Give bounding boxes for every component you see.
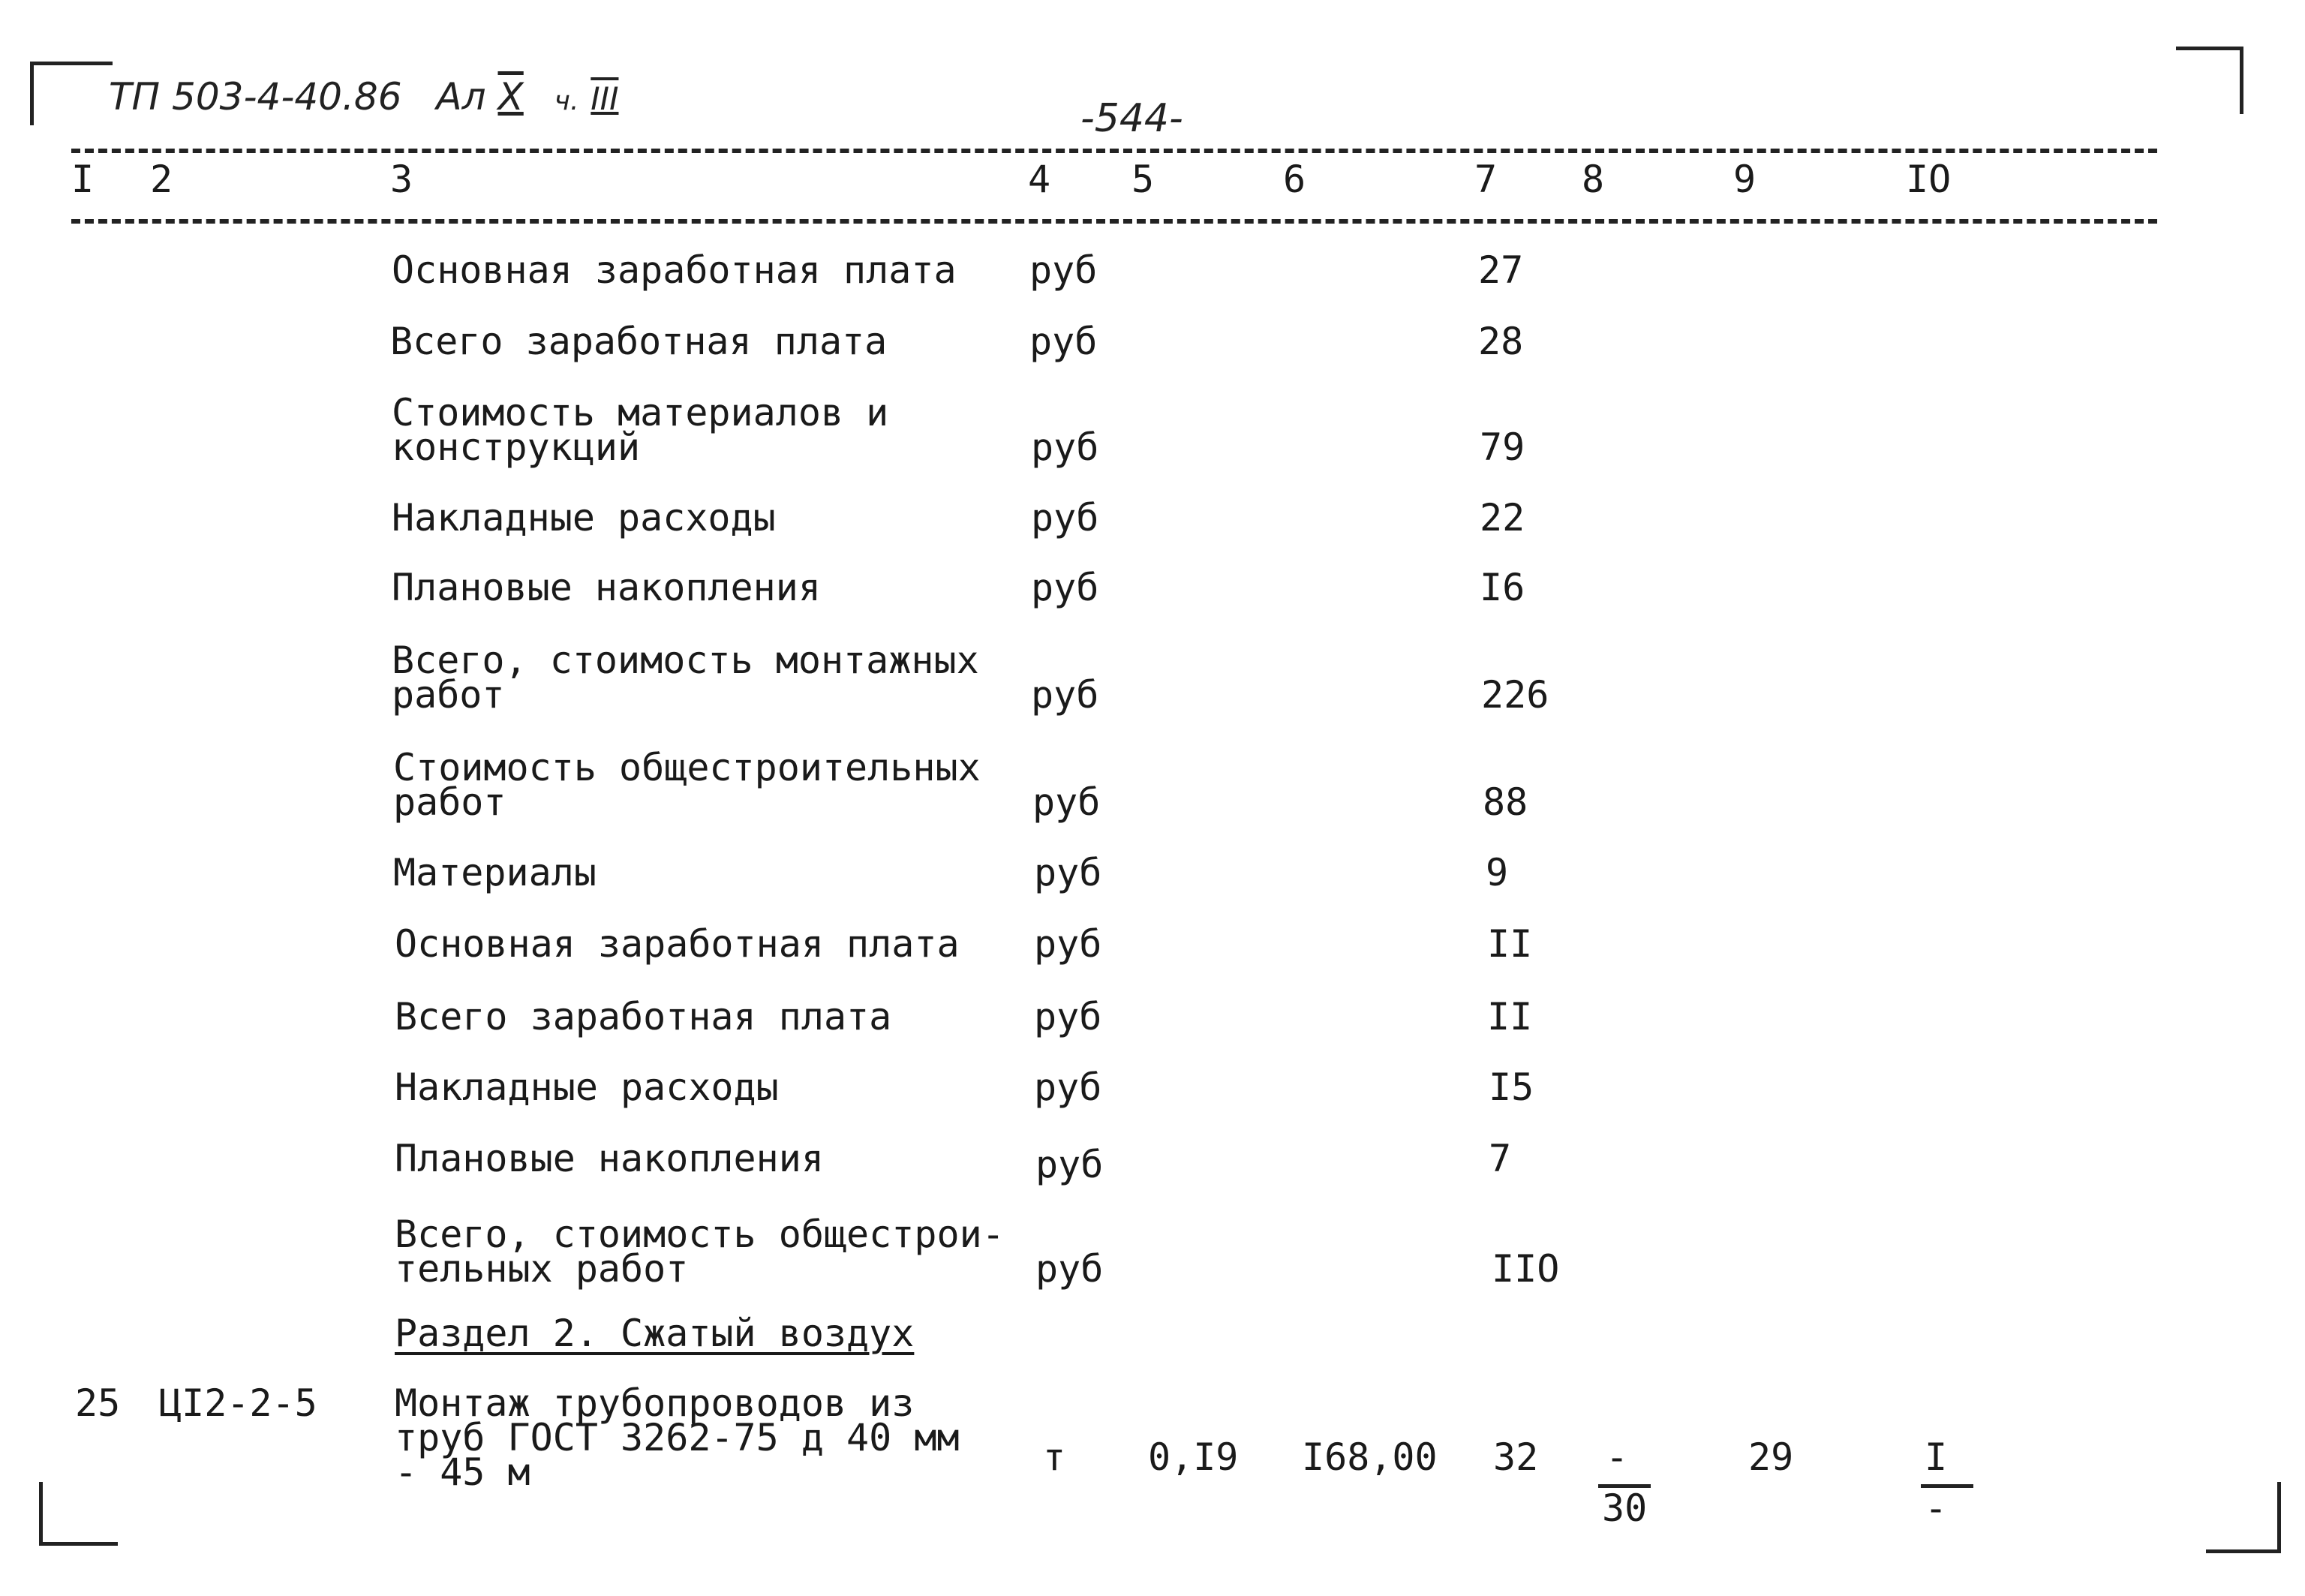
row-name-continued: тельных работ [395, 1247, 689, 1291]
col-header-10: IO [1906, 158, 1952, 201]
header-rule-bottom [71, 219, 2157, 224]
item-unit: т [1043, 1435, 1066, 1479]
part-number: III [591, 80, 619, 117]
row-name: Всего заработная плата [390, 320, 888, 363]
row-unit: руб [1032, 780, 1101, 824]
row-name: Плановые накопления [395, 1137, 824, 1180]
corner-mark-top-left [30, 62, 113, 125]
col-header-5: 5 [1131, 158, 1155, 201]
col-header-7: 7 [1474, 158, 1498, 201]
row-name: Всего заработная плата [395, 995, 892, 1038]
row-name: Материалы [393, 851, 597, 894]
row-value: II [1487, 922, 1533, 966]
col-header-1: I [71, 158, 95, 201]
row-unit: руб [1031, 425, 1099, 469]
row-unit: руб [1031, 496, 1099, 540]
row-value: 226 [1481, 673, 1549, 717]
col10-fraction-bar [1921, 1484, 1973, 1488]
row-value: 7 [1489, 1137, 1512, 1180]
corner-mark-top-right [2176, 47, 2243, 114]
column-headers [0, 158, 2305, 206]
doc-code: ТП 503-4-40.86 [109, 75, 402, 119]
row-unit: руб [1034, 922, 1102, 966]
row-unit: руб [1035, 1143, 1104, 1186]
row-name: Накладные расходы [392, 496, 776, 540]
col-header-6: 6 [1283, 158, 1306, 201]
item-col9: 29 [1748, 1435, 1794, 1479]
header-rule-top [71, 149, 2157, 153]
row-unit: руб [1031, 673, 1099, 717]
item-col8-bottom: 30 [1602, 1486, 1648, 1530]
section-heading: Раздел 2. Сжатый воздух [395, 1312, 915, 1355]
item-number: 25 [75, 1381, 121, 1425]
row-value: IIO [1492, 1247, 1560, 1291]
row-value: 9 [1486, 851, 1509, 894]
item-col8-top: - [1606, 1435, 1629, 1479]
row-name: Основная заработная плата [395, 922, 960, 966]
row-name-continued: работ [393, 780, 506, 824]
row-name: Стоимость материалов и [392, 391, 889, 434]
col-header-4: 4 [1028, 158, 1051, 201]
item-col7: 32 [1493, 1435, 1539, 1479]
item-row [0, 1381, 2305, 1530]
item-description-line2: труб ГОСТ 3262-75 д 40 мм [395, 1416, 960, 1459]
row-value: I5 [1489, 1066, 1534, 1109]
row-name: Плановые накопления [392, 566, 821, 609]
row-name: Накладные расходы [395, 1066, 779, 1109]
row-name: Всего, стоимость монтажных [392, 639, 979, 682]
row-name-continued: конструкций [392, 425, 641, 469]
col-header-2: 2 [150, 158, 173, 201]
row-value: 27 [1478, 248, 1524, 292]
col-header-3: 3 [390, 158, 413, 201]
row-unit: руб [1034, 851, 1102, 894]
item-col10-bottom: - [1925, 1486, 1948, 1530]
item-unit-price: I68,00 [1302, 1435, 1438, 1479]
row-name: Основная заработная плата [392, 248, 957, 292]
part-label: ч. [554, 86, 579, 116]
col-header-8: 8 [1582, 158, 1605, 201]
row-value: 28 [1478, 320, 1524, 363]
page-number: -544- [1080, 96, 1183, 141]
row-name: Всего, стоимость общестрои- [395, 1213, 1005, 1256]
album-label: Ал [436, 75, 486, 119]
album-number: X [497, 75, 524, 119]
row-unit: руб [1029, 248, 1098, 292]
item-code: ЦI2-2-5 [159, 1381, 317, 1425]
row-value: I6 [1480, 566, 1525, 609]
document-header [109, 75, 618, 119]
row-unit: руб [1031, 566, 1099, 609]
item-quantity: 0,I9 [1148, 1435, 1239, 1479]
col8-fraction-bar [1598, 1484, 1651, 1488]
row-name-continued: работ [392, 673, 505, 717]
row-unit: руб [1034, 995, 1102, 1038]
row-value: II [1487, 995, 1533, 1038]
row-value: 22 [1480, 496, 1525, 540]
col-header-9: 9 [1733, 158, 1757, 201]
item-description-line3: - 45 м [395, 1450, 530, 1494]
row-unit: руб [1034, 1066, 1102, 1109]
row-unit: руб [1035, 1247, 1104, 1291]
item-description-line1: Монтаж трубопроводов из [395, 1381, 915, 1425]
row-unit: руб [1029, 320, 1098, 363]
row-value: 79 [1480, 425, 1525, 469]
item-col10-top: I [1925, 1435, 1948, 1479]
row-value: 88 [1483, 780, 1528, 824]
row-name: Стоимость общестроительных [393, 746, 981, 789]
